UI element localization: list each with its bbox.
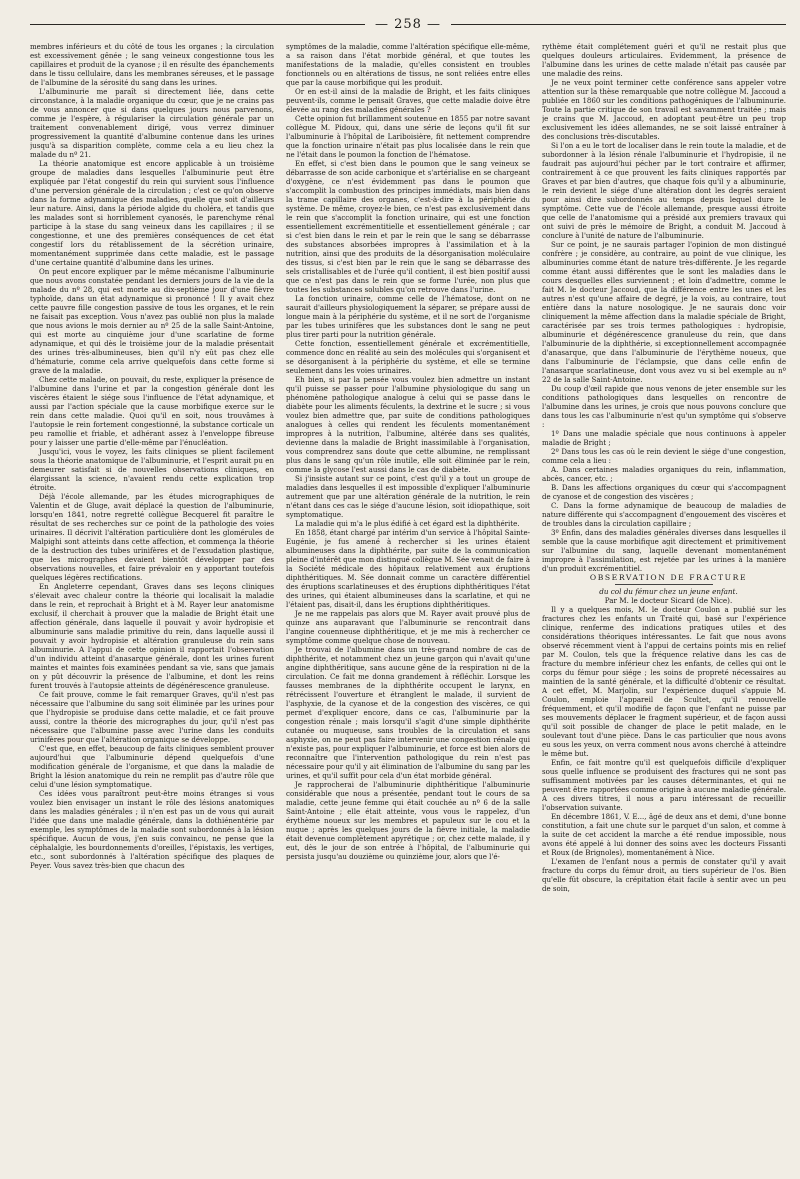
page-number: — 258 —: [365, 17, 451, 32]
section-rule: [615, 584, 713, 585]
paragraph: Chez cette malade, on pouvait, du reste, expliquer la présence de l'albumine dans l'urine et par la congestion générale dont les viscères étaient le siége sous l'influence de l'état adynamique, et aussi par l'action spéciale que la cause morbifique exerce sur le rein dans cette maladie. Quoi qu'il en soit, nous trouvâmes à l'autopsie le rein fortement congestionné, la substance corticale un peu ramollie et friable, et adhérant assez à l'enveloppe fibreuse pour y laisser une partie d'elle-même par l'énucléation.: [30, 375, 274, 447]
paragraph: Je rapprocherai de l'albuminurie diphthéritique l'albuminurie considérable que nous a présentée, pendant tout le cours de sa maladie, cette jeune femme qui était couchée au nº 6 de la salle Saint-Antoine ; elle était atteinte, vous vous le rappelez, d'un érythème noueux sur les membres et papuleux sur le cou et la nuque ; après les quelques jours de la fièvre initiale, la maladie était devenue complètement apyrétique ; or, chez cette malade, il y eut, dès le jour de son entrée à l'hôpital, de l'albuminurie qui persista jusqu'au douzième ou quinzième jour, alors que l'é-: [286, 780, 530, 861]
paragraph: L'albuminurie me paraît si directement liée, dans cette circonstance, à la maladie organique du cœur, que je ne crains pas de vous annoncer que si dans quelques jours nous parvenons, comme je l'espère, à régulariser la circulation générale par un traitement convenablement dirigé, vous verrez diminuer progressivement la quantité d'albumine contenue dans les urines jusqu'à sa disparition complète, comme cela a eu lieu chez la malade du nº 21.: [30, 87, 274, 159]
paragraph: C'est que, en effet, beaucoup de faits cliniques semblent prouver aujourd'hui que l'albuminurie dépend quelquefois d'une modification générale de l'organisme, et que dans la maladie de Bright la lésion anatomique du rein ne remplit pas d'autre rôle que celui d'une lésion symptomatique.: [30, 744, 274, 789]
column-2: [286, 42, 530, 893]
paragraph: Du coup d'œil rapide que nous venons de jeter ensemble sur les conditions pathologiques dans lesquelles on rencontre de l'albumine dans les urines, je crois que nous pouvons conclure que dans tous les cas l'albuminurie n'est qu'un symptôme qui s'observe :: [542, 384, 786, 429]
paragraph: symptômes de la maladie, comme l'altération spécifique elle-même, a sa raison dans l'état morbide général, et que toutes les manifestations de la maladie, qu'elles consistent en troubles fonctionnels ou en altérations de tissus, ne sont reliées entre elles que par la cause morbifique qui les produit.: [286, 42, 530, 87]
paragraph: La théorie anatomique est encore applicable à un troisième groupe de maladies dans lesquelles l'albuminurie peut être expliquée par l'état congestif du rein qui survient sous l'influence d'une perversion générale de la circulation ; c'est ce qu'on observe dans la forme adynamique des maladies, quelle que soit d'ailleurs leur nature. Ainsi, dans la période algide du choléra, et tandis que les malades sont si horriblement cyanosés, le parenchyme rénal participe à la stase du sang veineux dans les capillaires ; il se congestionne, et une des premières conséquences de cet état congestif lors du rétablissement de la sécrétion urinaire, momentanément supprimée dans cette maladie, est le passage d'une certaine quantité d'albumine dans les urines.: [30, 159, 274, 267]
paragraph: En 1858, étant chargé par intérim d'un service à l'hôpital Sainte-Eugénie, je fus amené à rechercher si les urines étaient albumineuses dans la diphthérite, par suite de la communication pleine d'intérêt que mon distingué collègue M. Sée venait de faire à la Société médicale des hôpitaux relativement aux éruptions diphthéritiques. M. Sée donnait comme un caractère différentiel des éruptions scarlatineuses et des éruptions diphthéritiques l'état des urines, qui étaient albumineuses dans la scarlatine, et qui ne l'étaient pas, disait-il, dans les éruptions diphthéritiques.: [286, 528, 530, 609]
paragraph: En Angleterre cependant, Graves dans ses leçons cliniques s'élevait avec chaleur contre la théorie qui localisait la maladie dans le rein, et reprochait à Bright et à M. Rayer leur anatomisme exclusif, il cherchait à prouver que la maladie de Bright était une affection générale, dans laquelle il pouvait y avoir hydropisie et albuminurie sans maladie primitive du rein, dans laquelle aussi il pouvait y avoir hydropisie et altération granuleuse du rein sans albuminurie. A l'appui de cette opinion il rapportait l'observation d'un individu atteint d'anasarque générale, dont les urines furent maintes et maintes fois examinées pendant sa vie, sans que jamais on y pût découvrir la présence de l'albumine, et dont les reins furent trouvés à l'autopsie atteints de dégénérescence granuleuse.: [30, 582, 274, 690]
paragraph: Cette opinion fut brillamment soutenue en 1855 par notre savant collègue M. Pidoux, qui, dans une série de leçons qu'il fit sur l'albuminurie à l'hôpital de Lariboisière, fit nettement comprendre que la fonction urinaire n'était pas plus localisée dans le rein que ne l'était dans le poumon la fonction de l'hématose.: [286, 114, 530, 159]
paragraph: Déjà l'école allemande, par les études micrographiques de Valentin et de Gluge, avait déplacé la question de l'albuminurie, lorsqu'en 1841, notre regretté collègue Becquerel fit paraître le résultat de ses recherches sur ce point de la pathologie des voies urinaires. Il décrivit l'altération particulière dont les glomérules de Malpighi sont atteints dans cette affection, et commença la théorie de la destruction des tubes urinifères et de l'exsudation plastique, que les micrographes devaient bientôt développer par des observations nouvelles, et faire prévaloir en y apportant toutefois quelques légères rectifications.: [30, 492, 274, 582]
paragraph: membres inférieurs et du côté de tous les organes ; la circulation est excessivement gênée ; le sang veineux congestionne tous les capillaires et produit de la cyanose ; il en résulte des épanchements dans le tissu cellulaire, dans les membranes séreuses, et le passage de l'albumine de la sérosité du sang dans les urines.: [30, 42, 274, 87]
paragraph: Eh bien, si par la pensée vous voulez bien admettre un instant qu'il puisse se passer pour l'albumine physiologique du sang un phénomène pathologique analogue à celui qui se passe dans le diabète pour les aliments féculents, la dextrine et le sucre ; si vous voulez bien admettre que, par suite de conditions pathologiques analogues à celles qui rendent les féculents momentanément impropres à la nutrition, l'albumine, altérée dans ses qualités, devienne dans la maladie de Bright inassimilable à l'organisation, vous comprendrez sans doute que cette albumine, ne remplissant plus dans le sang qu'un rôle inutile, elle soit éliminée par le rein, comme la glycose l'est aussi dans le cas de diabète.: [286, 375, 530, 474]
paragraph: Je trouvai de l'albumine dans un très-grand nombre de cas de diphthérite, et notamment chez un jeune garçon qui n'avait qu'une angine diphthéritique, sans aucune gêne de la respiration ni de la circulation. Ce fait me donna grandement à réfléchir. Lorsque les fausses membranes de la diphthérite occupent le larynx, en rétrécissent l'ouverture et étranglent le malade, il survient de l'asphyxie, de la cyanose et de la congestion des viscères, ce qui permet d'expliquer encore, dans ce cas, l'albuminurie par la congestion rénale ; mais lorsqu'il s'agit d'une simple diphthérite cutanée ou muqueuse, sans troubles de la circulation et sans asphyxie, on ne peut pas faire intervenir une congestion rénale qui n'existe pas, pour expliquer l'albuminurie, et force est bien alors de reconnaître que l'intervention pathologique du rein n'est pas nécessaire pour qu'il y ait élimination de l'albumine du sang par les urines, et qu'il suffit pour cela d'un état morbide général.: [286, 645, 530, 780]
paragraph: 2º Dans tous les cas où le rein devient le siége d'une congestion, comme cela a lieu :: [542, 447, 786, 465]
paragraph: B. Dans les affections organiques du cœur qui s'accompagnent de cyanose et de congestion des viscères ;: [542, 483, 786, 501]
paragraph: Ces idées vous paraîtront peut-être moins étranges si vous voulez bien envisager un instant le rôle des lésions anatomiques dans les maladies générales ; il n'en est pas un de vous qui aurait l'idée que dans une maladie générale, dans la dothiénentérie par exemple, les symptômes de la maladie sont subordonnés à la lésion spécifique. Aucun de vous, j'en suis convaincu, ne pense que la céphalalgie, les bourdonnements d'oreilles, l'épistaxis, les vertiges, etc., sont subordonnés à l'altération spécifique des plaques de Peyer. Vous savez très-bien que chacun des: [30, 789, 274, 870]
paragraph: La fonction urinaire, comme celle de l'hématose, dont on ne saurait d'ailleurs physiologiquement la séparer, se prépare aussi de longue main à la périphérie du système, et il ne sort de l'organisme par les tubes urinifères que les substances dont le sang ne peut plus tirer parti pour la nutrition générale.: [286, 294, 530, 339]
paragraph: Si j'insiste autant sur ce point, c'est qu'il y a tout un groupe de maladies dans lesquelles il est impossible d'expliquer l'albuminurie autrement que par une altération générale de la nutrition, le rein n'étant dans ces cas le siége d'aucune lésion, soit idiopathique, soit symptomatique.: [286, 474, 530, 519]
paragraph: Ce fait prouve, comme le fait remarquer Graves, qu'il n'est pas nécessaire que l'albumine du sang soit éliminée par les urines pour que l'hydropisie se produise dans cette maladie, et ce fait prouve aussi, contre la théorie des micrographes du jour, qu'il n'est pas nécessaire que l'albumine passe avec l'urine dans les conduits urinifères pour que l'altération organique se développe.: [30, 690, 274, 744]
paragraph: Or en est-il ainsi de la maladie de Bright, et les faits cliniques peuvent-ils, comme le pensait Graves, que cette maladie doive être élevée au rang des maladies générales ?: [286, 87, 530, 114]
paragraph: A. Dans certaines maladies organiques du rein, inflammation, abcès, cancer, etc. ;: [542, 465, 786, 483]
paragraph: Enfin, ce fait montre qu'il est quelquefois difficile d'expliquer sous quelle influence se produisent des fractures qui ne sont pas suffisamment motivées par les causes déterminantes, et qui ne peuvent être rapportées comme origine à aucune maladie générale. A ces divers titres, il nous a paru intéressant de recueillir l'observation suivante.: [542, 758, 786, 812]
paragraph: Cette fonction, essentiellement générale et excrémentitielle, commence donc en réalité au sein des molécules qui s'organisent et se désorganisent à la périphérie du système, et elle se termine seulement dans les voies urinaires.: [286, 339, 530, 375]
paragraph: Je ne me rappelais pas alors que M. Rayer avait prouvé plus de quinze ans auparavant que l'albuminurie se rencontrait dans l'angine couenneuse diphthéritique, et je me mis à rechercher ce symptôme comme quelque chose de nouveau.: [286, 609, 530, 645]
section-subtitle: du col du fémur chez un jeune enfant.: [599, 587, 738, 596]
paragraph: C. Dans la forme adynamique de beaucoup de maladies de nature différente qui s'accompagnent d'engouement des viscères et de troubles dans la circulation capillaire ;: [542, 501, 786, 528]
text-columns: [30, 42, 786, 893]
paragraph: 1º Dans une maladie spéciale que nous continuons à appeler maladie de Bright ;: [542, 429, 786, 447]
paragraph: Il y a quelques mois, M. le docteur Coulon a publié sur les fractures chez les enfants un Traité qui, basé sur l'expérience clinique, renferme des indications pratiques utiles et des considérations théoriques intéressantes. Le fait que nous avons observé récemment vient à l'appui de certains points mis en relief par M. Coulon, tels que la fréquence relative dans les cas de fracture du membre inférieur chez les enfants, de celles qui ont le corps du fémur pour siége ; les soins de propreté nécessaires au maintien de la santé générale, et la difficulté d'obtenir ce résultat. A cet effet, M. Marjolin, sur l'expérience duquel s'appuie M. Coulon, emploie l'appareil de Scultet, qu'il renouvelle fréquemment, et qu'il modifie de façon que l'enfant ne puisse par ses mouvements déplacer le fragment supérieur, et de façon aussi qu'il soit possible de changer de place le petit malade, en le soulevant tout d'une pièce. Dans le cas particulier que nous avons eu sous les yeux, on verra comment nous avons cherché à atteindre le même but.: [542, 605, 786, 758]
section-author: Par M. le docteur Sicard (de Nice).: [604, 596, 733, 605]
paragraph: La maladie qui m'a le plus édifié à cet égard est la diphthérite.: [295, 519, 520, 528]
column-3: [542, 42, 786, 893]
section-title: OBSERVATION DE FRACTURE: [589, 573, 748, 582]
column-1: [30, 42, 274, 893]
page-header: [30, 10, 786, 38]
paragraph: En effet, si c'est bien dans le poumon que le sang veineux se débarrasse de son acide carbonique et s'artérialise en se chargeant d'oxygène, ce n'est évidemment pas dans le poumon que s'accomplit la combustion des principes immédiats, mais bien dans la trame capillaire des organes, c'est-à-dire à la périphérie du système. De même, croyez-le bien, ce n'est pas exclusivement dans le rein que s'accomplit la fonction urinaire, qui est une fonction essentiellement excrémentitielle et essentiellement générale ; car si c'est bien dans le rein et par le rein que le sang se débarrasse des substances absorbées impropres à l'assimilation et à la nutrition, ainsi que des produits de la désorganisation moléculaire des tissus, si c'est bien par le rein que le sang se débarrasse des sels cristallisables et de l'urée qu'il contient, il est bien positif aussi que ce n'est pas dans le rein que se forme l'urée, non plus que toutes les substances solubles qu'on retrouve dans l'urine.: [286, 159, 530, 294]
paragraph: rythème était complétement guéri et qu'il ne restait plus que quelques douleurs articulaires. Evidemment, la présence de l'albumine dans les urines de cette malade n'était pas causée par une maladie des reins.: [542, 42, 786, 78]
paragraph: Si l'on a eu le tort de localiser dans le rein toute la maladie, et de subordonner à la lésion rénale l'albuminurie et l'hydropisie, il ne faudrait pas aujourd'hui pécher par le tort contraire et affirmer, contrairement à ce que prouvent les faits cliniques rapportés par Graves et par bien d'autres, que chaque fois qu'il y a albuminurie, le rein devient le siége d'une altération dont les degrés seraient pour ainsi dire subordonnés au temps depuis lequel dure le symptôme. Cette vue de l'école allemande, presque aussi étroite que celle de l'anatomisme qui a présidé aux premiers travaux qui ont suivi de près le mémoire de Bright, a conduit M. Jaccoud à conclure à l'unité de nature de l'albuminurie.: [542, 141, 786, 240]
paragraph: L'examen de l'enfant nous a permis de constater qu'il y avait fracture du corps du fémur droit, au tiers supérieur de l'os. Bien qu'elle fût obscure, la crépitation était facile à sentir avec un peu de soin,: [542, 857, 786, 893]
paragraph: Sur ce point, je ne saurais partager l'opinion de mon distingué confrère ; je considère, au contraire, au point de vue clinique, les albuminuries comme étant de nature très-différente. Je les regarde comme étant aussi différentes que le sont les maladies dans le cours desquelles elles surviennent ; et loin d'admettre, comme le fait M. le docteur Jaccoud, que la différence entre les unes et les autres n'est qu'une affaire de degré, je la vois, au contraire, tout entière dans la nature nosologique. Je ne saurais donc voir cliniquement la même affection dans la maladie spéciale de Bright, caractérisée par ses trois termes pathologiques : hydropisie, albuminurie et dégénérescence granuleuse du rein, que dans l'albuminurie de la diphthérie, si exceptionnellement accompagnée d'anasarque, que dans l'albuminurie de l'érythème noueux, que dans l'albuminurie de l'éclampsie, que dans celle enfin de l'anasarque scarlatineuse, dont vous avez vu si bel exemple au nº 22 de la salle Saint-Antoine.: [542, 240, 786, 384]
paragraph: Je ne veux point terminer cette conférence sans appeler votre attention sur la thèse remarquable que notre collègue M. Jaccoud a publiée en 1860 sur les conditions pathogéniques de l'albuminurie. Toute la partie critique de son travail est savamment traitée ; mais je crains que M. Jaccoud, en adoptant peut-être un peu trop exclusivement les idées allemandes, ne se soit laissé entraîner à des conclusions très-discutables.: [542, 78, 786, 141]
paragraph: On peut encore expliquer par le même mécanisme l'albuminurie que nous avons constatée pendant les derniers jours de la vie de la malade du nº 28, qui est morte au dix-septième jour d'une fièvre typhoïde, dans un état adynamique si prononcé ! Il y avait chez cette pauvre fille congestion passive de tous les organes, et le rein ne faisait pas exception. Vous n'avez pas oublié non plus la malade que nous avions le mois dernier au nº 25 de la salle Saint-Antoine, qui est morte au cinquième jour d'une scarlatine de forme adynamique, et qui dès le troisième jour de la maladie présentait des urines très-albumineuses, bien qu'il n'y eût pas chez elle d'hématurie, comme cela arrive quelquefois dans cette forme si grave de la maladie.: [30, 267, 274, 375]
paragraph: En décembre 1861, V. E..., âgé de deux ans et demi, d'une bonne constitution, a fait une chute sur le parquet d'un salon, et comme à la suite de cet accident la marche a été rendue impossible, nous avons été appelé à lui donner des soins avec les docteurs Fissanti et Roux (de Brignoles), momentanément à Nice.: [542, 812, 786, 857]
paragraph: Jusqu'ici, vous le voyez, les faits cliniques se plient facilement sous la théorie anatomique de l'albuminurie, et l'esprit aurait pu en demeurer satisfait si de nouvelles observations cliniques, en élargissant la science, n'avaient rendu cette explication trop étroite.: [30, 447, 274, 492]
paragraph: 3º Enfin, dans des maladies générales diverses dans lesquelles il semble que la cause morbifique agit directement et primitivement sur l'albumine du sang, laquelle devenant momentanément impropre à l'assimilation, est rejetée par les urines à la manière d'un produit excrémentitiel.: [542, 528, 786, 573]
